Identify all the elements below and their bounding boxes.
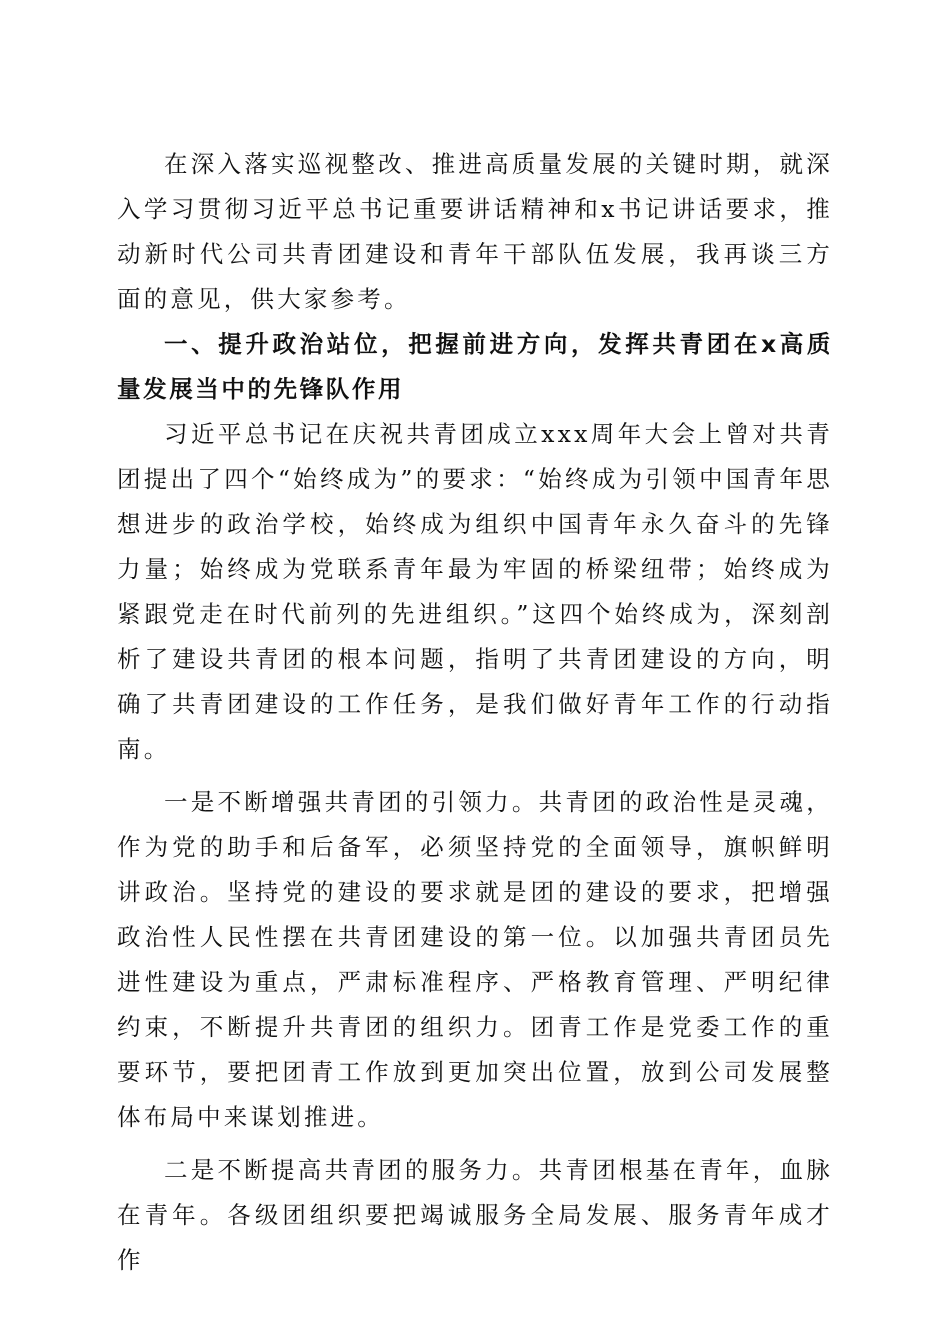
point-1-paragraph: 一是不断增强共青团的引领力。共青团的政治性是灵魂，作为党的助手和后备军，必须坚持党的全面领导，旗帜鲜明讲政治。坚持党的建设的要求就是团的建设的要求，把增强政治性人民性摆在共青团建设的第一位。以加强共青团员先进性建设为重点，严肃标准程序、严格教育管理、严明纪律约束，不断提升共青团的组织力。团青工作是党委工作的重要环节，要把团青工作放到更加突出位置，放到公司发展整体布局中来谋划推进。 xyxy=(117,788,833,1131)
paragraph-spacer xyxy=(117,772,833,780)
section-1-heading: 一、提升政治站位，把握前进方向，发挥共青团在x高质量发展当中的先锋队作用 xyxy=(117,330,833,403)
intro-paragraph: 在深入落实巡视整改、推进高质量发展的关键时期，就深入学习贯彻习近平总书记重要讲话精神和x书记讲话要求，推动新时代公司共青团建设和青年干部队伍发展，我再谈三方面的意见，供大家参考。 xyxy=(117,150,833,313)
section-1-body-paragraph: 习近平总书记在庆祝共青团成立xxx周年大会上曾对共青团提出了四个“始终成为”的要求：“始终成为引领中国青年思想进步的政治学校，始终成为组织中国青年永久奋斗的先锋力量；始终成为党联系青年最为牢固的桥梁纽带；始终成为紧跟党走在时代前列的先进组织。”这四个始终成为，深刻剖析了建设共青团的根本问题，指明了共青团建设的方向，明确了共青团建设的工作任务，是我们做好青年工作的行动指南。 xyxy=(117,420,833,763)
document-body xyxy=(117,142,833,1283)
point-2-paragraph: 二是不断提高共青团的服务力。共青团根基在青年，血脉在青年。各级团组织要把竭诚服务全局发展、服务青年成才作 xyxy=(117,1156,833,1274)
paragraph-spacer xyxy=(117,1140,833,1148)
